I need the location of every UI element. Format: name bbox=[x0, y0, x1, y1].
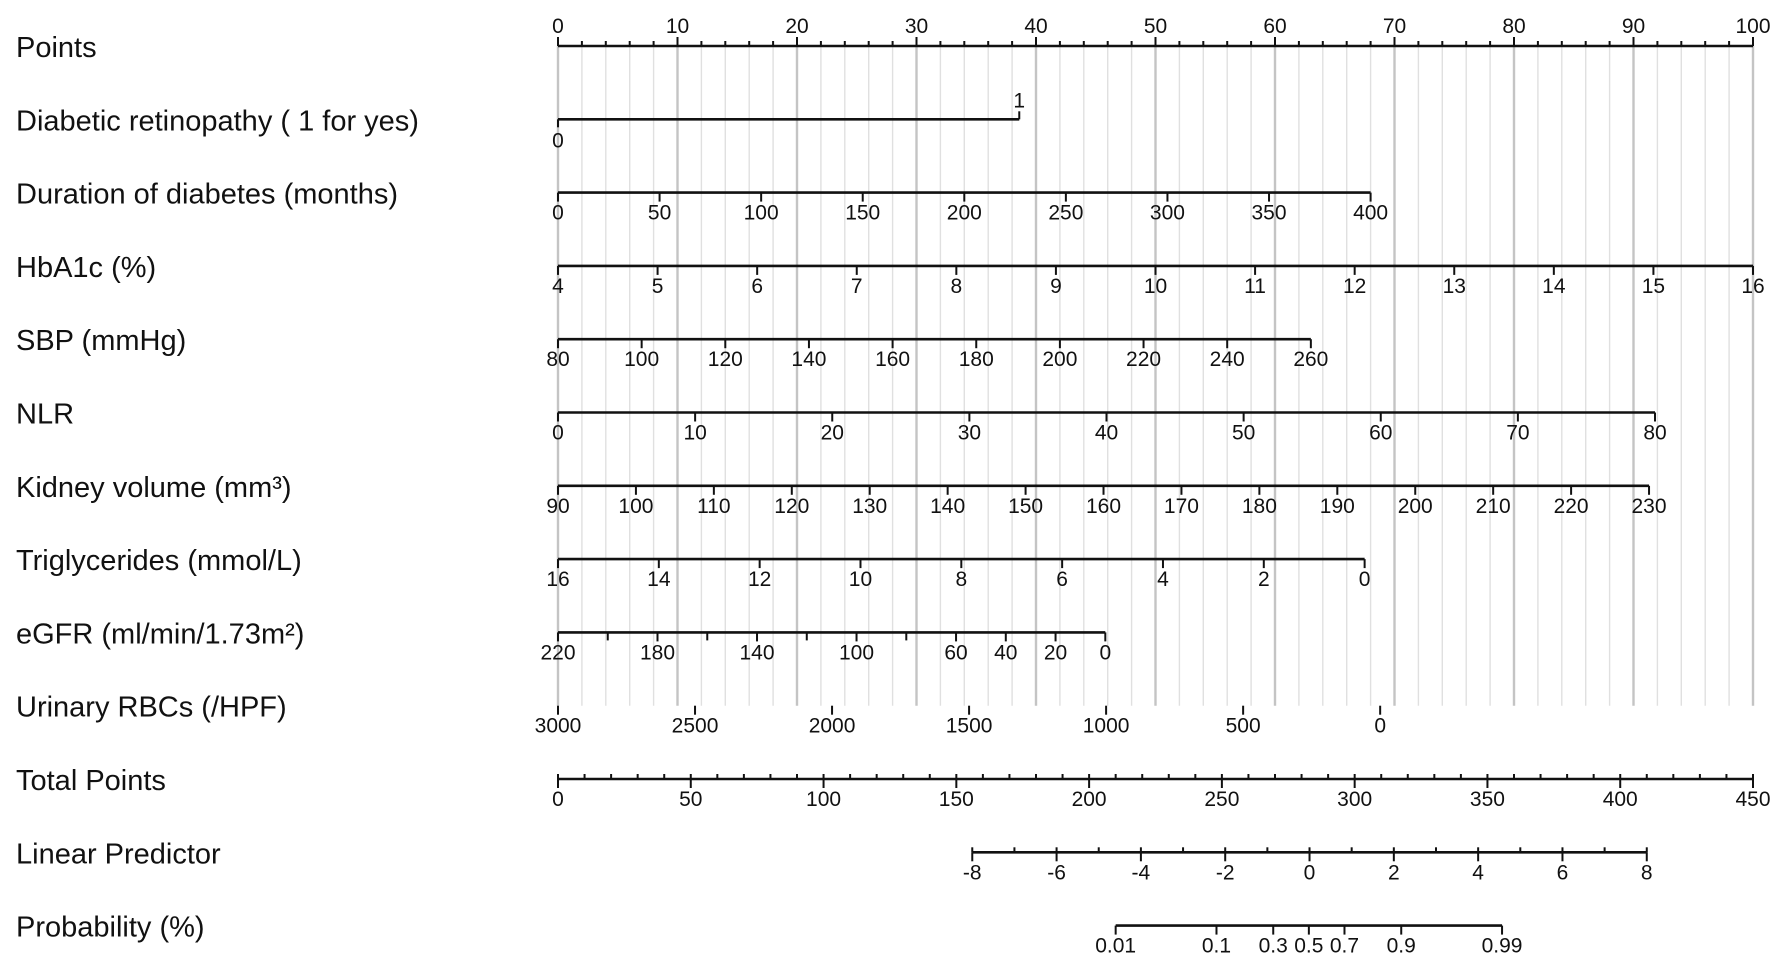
tick-label: 8 bbox=[950, 274, 963, 298]
tick-label: 130 bbox=[852, 494, 888, 518]
row-label: Linear Predictor bbox=[16, 838, 221, 871]
row-triglycerides-mmol-l bbox=[16, 545, 1370, 591]
tick-label: 140 bbox=[930, 494, 966, 518]
tick-label: 100 bbox=[839, 641, 875, 665]
tick-label: 7 bbox=[850, 274, 863, 298]
tick-label: 1 bbox=[1013, 89, 1026, 113]
row-label: Duration of diabetes (months) bbox=[16, 178, 399, 211]
row-probability bbox=[16, 912, 1522, 958]
tick-label: 160 bbox=[875, 348, 911, 372]
tick-label: 40 bbox=[1024, 15, 1048, 38]
tick-label: 1000 bbox=[1082, 714, 1130, 738]
tick-label: 500 bbox=[1225, 714, 1261, 738]
tick-label: 110 bbox=[697, 494, 731, 518]
tick-label: 350 bbox=[1251, 201, 1287, 225]
tick-label: 12 bbox=[747, 568, 772, 592]
tick-label: 60 bbox=[1369, 421, 1393, 445]
tick-label: 300 bbox=[1337, 788, 1373, 811]
tick-label: 12 bbox=[1342, 274, 1367, 298]
tick-label: 450 bbox=[1735, 788, 1771, 811]
tick-label: 0.9 bbox=[1386, 934, 1416, 958]
tick-label: 14 bbox=[1542, 274, 1566, 298]
tick-label: 0.3 bbox=[1258, 934, 1288, 958]
row-label: Kidney volume (mm³) bbox=[16, 471, 292, 504]
tick-label: 0.7 bbox=[1329, 934, 1360, 958]
tick-label: 10 bbox=[1143, 274, 1168, 298]
tick-label: 220 bbox=[1553, 494, 1589, 518]
row-egfr-ml-min-1-73m bbox=[16, 618, 1111, 664]
tick-label: 220 bbox=[1126, 348, 1162, 372]
row-diabetic-retinopathy-1-for-yes bbox=[16, 89, 1025, 152]
tick-label: 0.99 bbox=[1481, 934, 1523, 958]
tick-label: 0.01 bbox=[1095, 934, 1137, 958]
tick-label: 10 bbox=[848, 568, 873, 592]
tick-label: 150 bbox=[845, 201, 881, 225]
tick-label: 140 bbox=[791, 348, 827, 372]
tick-label: 1500 bbox=[945, 714, 993, 738]
row-label: Urinary RBCs (/HPF) bbox=[16, 691, 287, 724]
tick-label: 20 bbox=[820, 421, 844, 445]
tick-label: 13 bbox=[1442, 274, 1466, 298]
tick-label: 6 bbox=[1056, 568, 1068, 592]
tick-label: 80 bbox=[1502, 15, 1526, 38]
tick-label: 80 bbox=[1643, 421, 1667, 445]
tick-label: 100 bbox=[1735, 15, 1771, 38]
tick-label: 170 bbox=[1163, 494, 1199, 518]
tick-label: 120 bbox=[707, 348, 743, 372]
tick-label: 16 bbox=[1741, 274, 1765, 298]
tick-label: 0 bbox=[1099, 641, 1112, 665]
tick-label: 140 bbox=[739, 641, 775, 665]
tick-label: 100 bbox=[743, 201, 779, 225]
row-label: SBP (mmHg) bbox=[16, 325, 187, 358]
tick-label: 16 bbox=[546, 568, 570, 592]
tick-label: 100 bbox=[624, 348, 660, 372]
tick-label: 2000 bbox=[808, 714, 856, 738]
tick-label: 4 bbox=[1157, 568, 1169, 592]
tick-label: 200 bbox=[1071, 788, 1107, 811]
tick-label: 90 bbox=[1621, 15, 1646, 38]
tick-label: 120 bbox=[774, 494, 810, 518]
tick-label: 8 bbox=[1640, 861, 1653, 885]
tick-label: -4 bbox=[1131, 861, 1151, 885]
tick-label: 240 bbox=[1209, 348, 1245, 372]
tick-label: 400 bbox=[1353, 201, 1389, 225]
tick-label: 100 bbox=[618, 494, 654, 518]
tick-label: 0 bbox=[552, 421, 564, 445]
tick-label: 0 bbox=[552, 129, 564, 153]
tick-label: 11 bbox=[1244, 274, 1266, 298]
tick-label: 80 bbox=[546, 348, 570, 372]
tick-label: 250 bbox=[1048, 201, 1084, 225]
tick-label: 6 bbox=[1556, 861, 1569, 885]
tick-label: 0 bbox=[552, 15, 564, 38]
tick-label: 40 bbox=[1094, 421, 1119, 445]
tick-label: 30 bbox=[957, 421, 982, 445]
tick-label: 190 bbox=[1319, 494, 1355, 518]
tick-label: 350 bbox=[1469, 788, 1505, 811]
tick-label: -6 bbox=[1047, 861, 1066, 885]
row-label: Triglycerides (mmol/L) bbox=[16, 545, 302, 578]
tick-label: 300 bbox=[1149, 201, 1185, 225]
tick-label: 200 bbox=[1042, 348, 1078, 372]
tick-label: 70 bbox=[1382, 15, 1407, 38]
tick-label: 50 bbox=[647, 201, 672, 225]
row-label: eGFR (ml/min/1.73m²) bbox=[16, 618, 305, 651]
tick-label: 15 bbox=[1641, 274, 1666, 298]
row-label: Probability (%) bbox=[16, 911, 205, 944]
tick-label: 0 bbox=[1303, 861, 1316, 885]
tick-label: 160 bbox=[1085, 494, 1122, 518]
tick-label: 400 bbox=[1602, 788, 1638, 811]
tick-label: 60 bbox=[944, 641, 968, 665]
tick-label: 200 bbox=[1397, 494, 1433, 518]
tick-label: 230 bbox=[1631, 494, 1667, 518]
tick-label: 70 bbox=[1506, 421, 1530, 445]
tick-label: 6 bbox=[751, 274, 764, 298]
tick-label: 30 bbox=[904, 15, 929, 38]
tick-label: 4 bbox=[1472, 861, 1484, 885]
tick-label: 3000 bbox=[534, 714, 582, 738]
tick-label: 180 bbox=[958, 348, 994, 372]
row-label: Points bbox=[16, 32, 97, 64]
tick-label: 210 bbox=[1475, 494, 1511, 518]
tick-label: -2 bbox=[1215, 861, 1235, 885]
tick-label: 180 bbox=[1241, 494, 1277, 518]
row-hba1c bbox=[16, 252, 1765, 298]
row-label: Total Points bbox=[16, 765, 166, 797]
row-label: NLR bbox=[16, 398, 75, 431]
tick-label: 2 bbox=[1387, 861, 1400, 885]
tick-label: 180 bbox=[639, 641, 676, 665]
tick-label: 10 bbox=[683, 421, 707, 445]
tick-label: 50 bbox=[679, 788, 703, 811]
tick-label: 150 bbox=[1008, 494, 1044, 518]
tick-label: 0 bbox=[552, 788, 564, 811]
tick-label: 90 bbox=[546, 494, 570, 518]
tick-label: 0 bbox=[1374, 714, 1387, 738]
row-linear-predictor bbox=[16, 838, 1653, 884]
tick-label: -8 bbox=[962, 861, 982, 885]
tick-label: 50 bbox=[1143, 15, 1168, 38]
tick-label: 5 bbox=[651, 274, 664, 298]
tick-label: 14 bbox=[647, 568, 671, 592]
tick-label: 60 bbox=[1263, 15, 1287, 38]
tick-label: 200 bbox=[946, 201, 982, 225]
tick-label: 20 bbox=[785, 15, 809, 38]
tick-label: 0.1 bbox=[1201, 934, 1232, 958]
tick-label: 4 bbox=[552, 274, 564, 298]
tick-label: 0 bbox=[1358, 568, 1371, 592]
tick-label: 20 bbox=[1043, 641, 1068, 665]
tick-label: 50 bbox=[1231, 421, 1256, 445]
tick-label: 250 bbox=[1204, 788, 1240, 811]
tick-label: 220 bbox=[540, 641, 576, 665]
gridlines bbox=[558, 46, 1753, 706]
tick-label: 0.5 bbox=[1294, 934, 1324, 958]
tick-label: 10 bbox=[665, 15, 690, 38]
row-label: HbA1c (%) bbox=[16, 251, 157, 284]
row-total-points bbox=[16, 765, 1771, 811]
tick-label: 2500 bbox=[671, 714, 719, 738]
tick-label: 9 bbox=[1050, 274, 1062, 298]
tick-label: 8 bbox=[955, 568, 968, 592]
tick-label: 2 bbox=[1257, 568, 1270, 592]
tick-label: 100 bbox=[806, 788, 842, 811]
tick-label: 40 bbox=[994, 641, 1018, 665]
tick-label: 150 bbox=[938, 788, 974, 811]
row-label: Diabetic retinopathy ( 1 for yes) bbox=[16, 105, 419, 138]
tick-label: 260 bbox=[1293, 348, 1329, 372]
tick-label: 0 bbox=[552, 201, 564, 225]
